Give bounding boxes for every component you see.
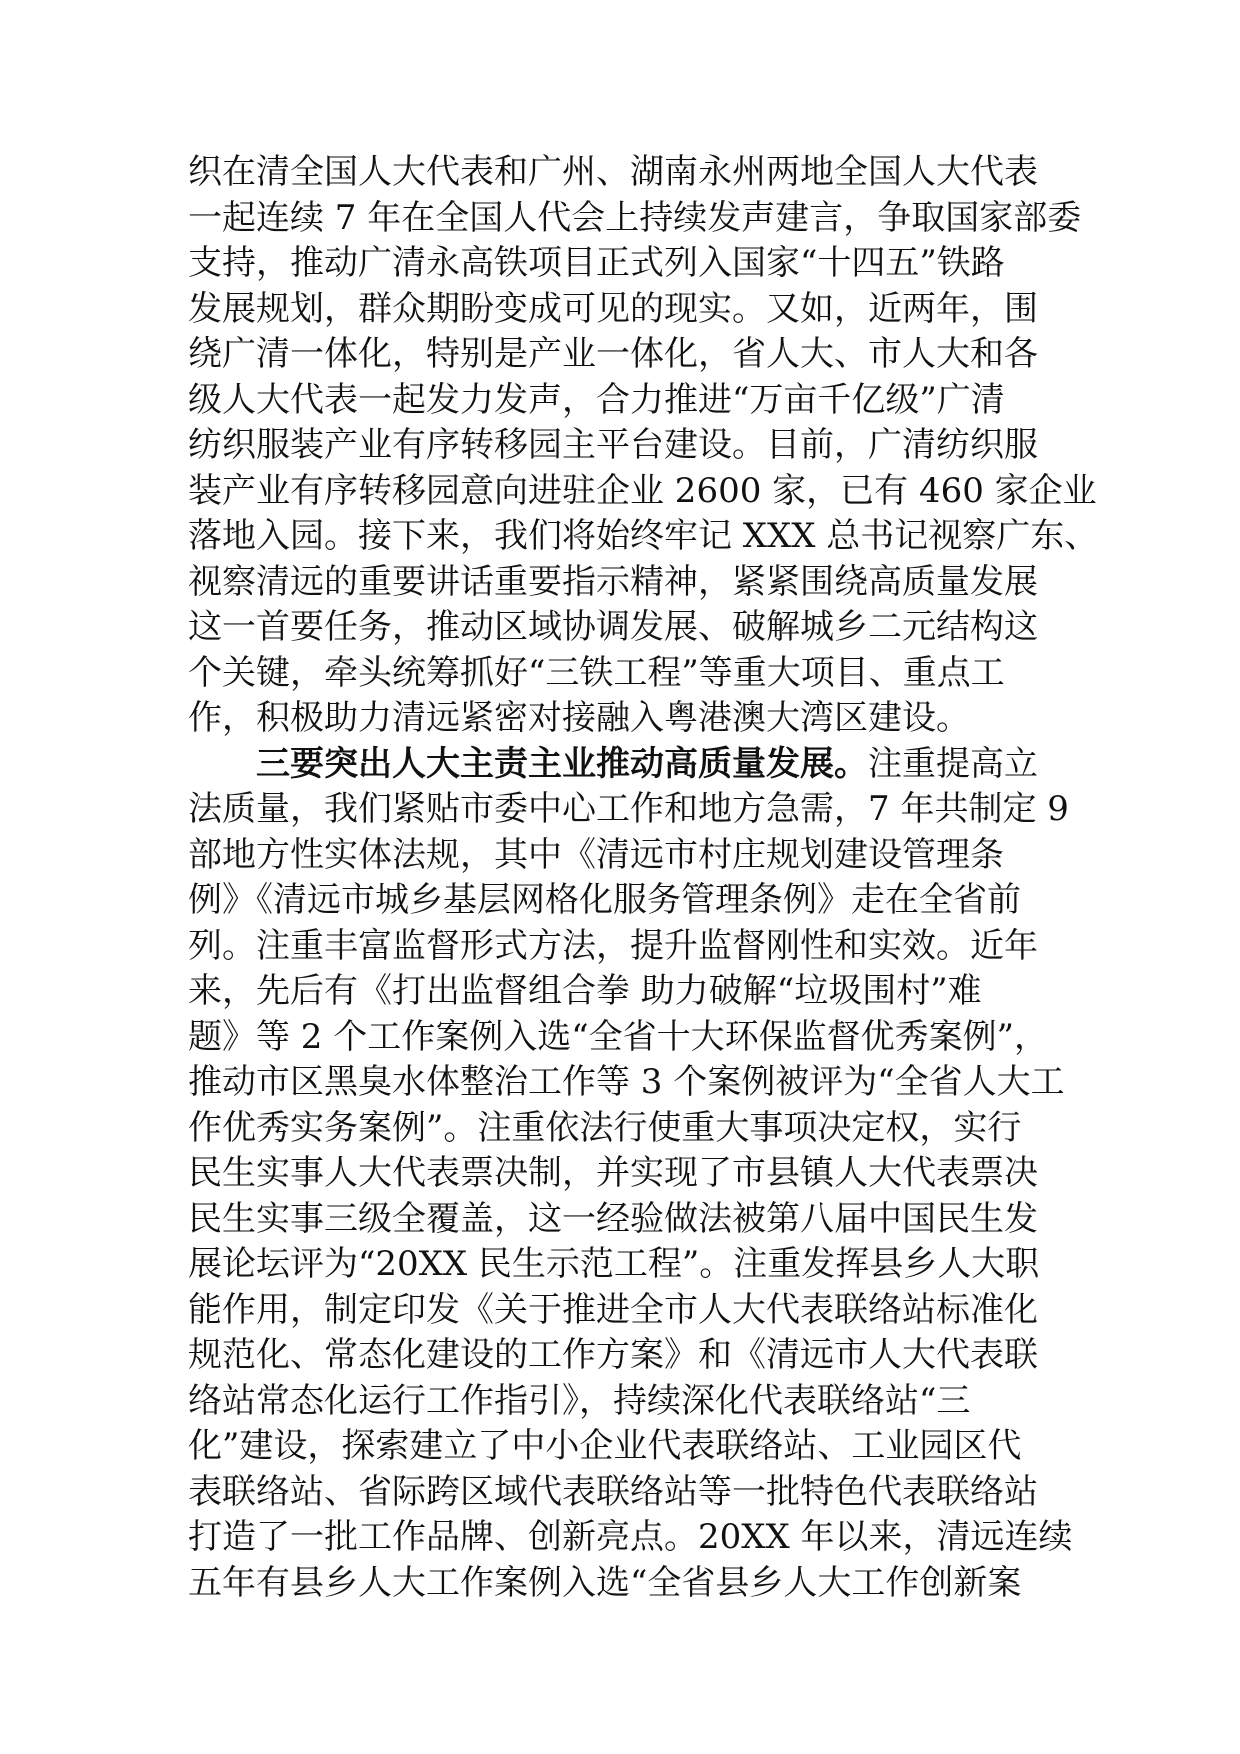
text-line: 个关键，牵头统筹抓好“三铁工程”等重大项目、重点工	[188, 652, 1005, 693]
paragraph-2-first-line	[188, 742, 1058, 788]
text-line: 表联络站、省际跨区域代表联络站等一批特色代表联络站	[188, 1471, 1038, 1512]
text-line: 络站常态化运行工作指引》，持续深化代表联络站“三	[188, 1380, 971, 1421]
text-line: 发展规划，群众期盼变成可见的现实。又如，近两年，围	[188, 288, 1038, 329]
section-heading: 三要突出人大主责主业推动高质量发展。	[256, 743, 868, 784]
text-line: 能作用，制定印发《关于推进全市人大代表联络站标准化	[188, 1289, 1038, 1330]
text-line: 展论坛评为“20XX 民生示范工程”。注重发挥县乡人大职	[188, 1244, 1040, 1284]
paragraph-2	[188, 742, 1073, 1607]
text-line: 支持，推动广清永高铁项目正式列入国家“十四五”铁路	[188, 243, 1005, 283]
text-line: 五年有县乡人大工作案例入选“全省县乡人大工作创新案	[188, 1562, 1022, 1603]
text-line: 落地入园。接下来，我们将始终牢记 XXX 总书记视察广东、	[188, 516, 1099, 556]
text-line: 化”建设，探索建立了中小企业代表联络站、工业园区代	[188, 1426, 1022, 1466]
text-line: 例》《清远市城乡基层网格化服务管理条例》走在全省前	[188, 880, 1021, 920]
text-line: 题》等 2 个工作案例入选“全省十大环保监督优秀案例”，	[188, 1016, 1049, 1057]
text-line: 推动市区黑臭水体整治工作等 3 个案例被评为“全省人大工	[188, 1062, 1065, 1102]
text-line: 列。注重丰富监督形式方法，提升监督刚性和实效。近年	[188, 925, 1038, 966]
text-line: 一起连续 7 年在全国人代会上持续发声建言，争取国家部委	[188, 197, 1082, 238]
paragraph-1	[188, 150, 1099, 742]
text-line: 法质量，我们紧贴市委中心工作和地方急需，7 年共制定 9	[188, 789, 1069, 829]
text-line: 规范化、常态化建设的工作方案》和《清远市人大代表联	[188, 1335, 1038, 1375]
text-line: 作优秀实务案例”。注重依法行使重大事项决定权，实行	[188, 1107, 1022, 1148]
text-line: 织在清全国人大代表和广州、湖南永州两地全国人大代表	[188, 152, 1038, 192]
text-line: 这一首要任务，推动区域协调发展、破解城乡二元结构这	[188, 607, 1038, 647]
text-line: 装产业有序转移园意向进驻企业 2600 家，已有 460 家企业	[188, 470, 1097, 511]
text-line: 打造了一批工作品牌、创新亮点。20XX 年以来，清远连续	[188, 1517, 1073, 1557]
document-body	[188, 150, 1099, 1606]
text-line: 级人大代表一起发力发声，合力推进“万亩千亿级”广清	[188, 379, 1005, 420]
text-line: 民生实事三级全覆盖，这一经验做法被第八届中国民生发	[188, 1198, 1038, 1239]
text-line: 来，先后有《打出监督组合拳 助力破解“垃圾围村”难	[188, 971, 982, 1011]
text-line: 民生实事人大代表票决制，并实现了市县镇人大代表票决	[188, 1153, 1038, 1193]
heading-line-rest: 注重提高立	[868, 743, 1038, 784]
text-line: 绕广清一体化，特别是产业一体化，省人大、市人大和各	[188, 334, 1038, 374]
text-line: 部地方性实体法规，其中《清远市村庄规划建设管理条	[188, 834, 1004, 875]
text-line: 作，积极助力清远紧密对接融入粤港澳大湾区建设。	[188, 698, 970, 738]
text-line: 纺织服装产业有序转移园主平台建设。目前，广清纺织服	[188, 425, 1038, 465]
text-line: 视察清远的重要讲话重要指示精神，紧紧围绕高质量发展	[188, 561, 1038, 602]
